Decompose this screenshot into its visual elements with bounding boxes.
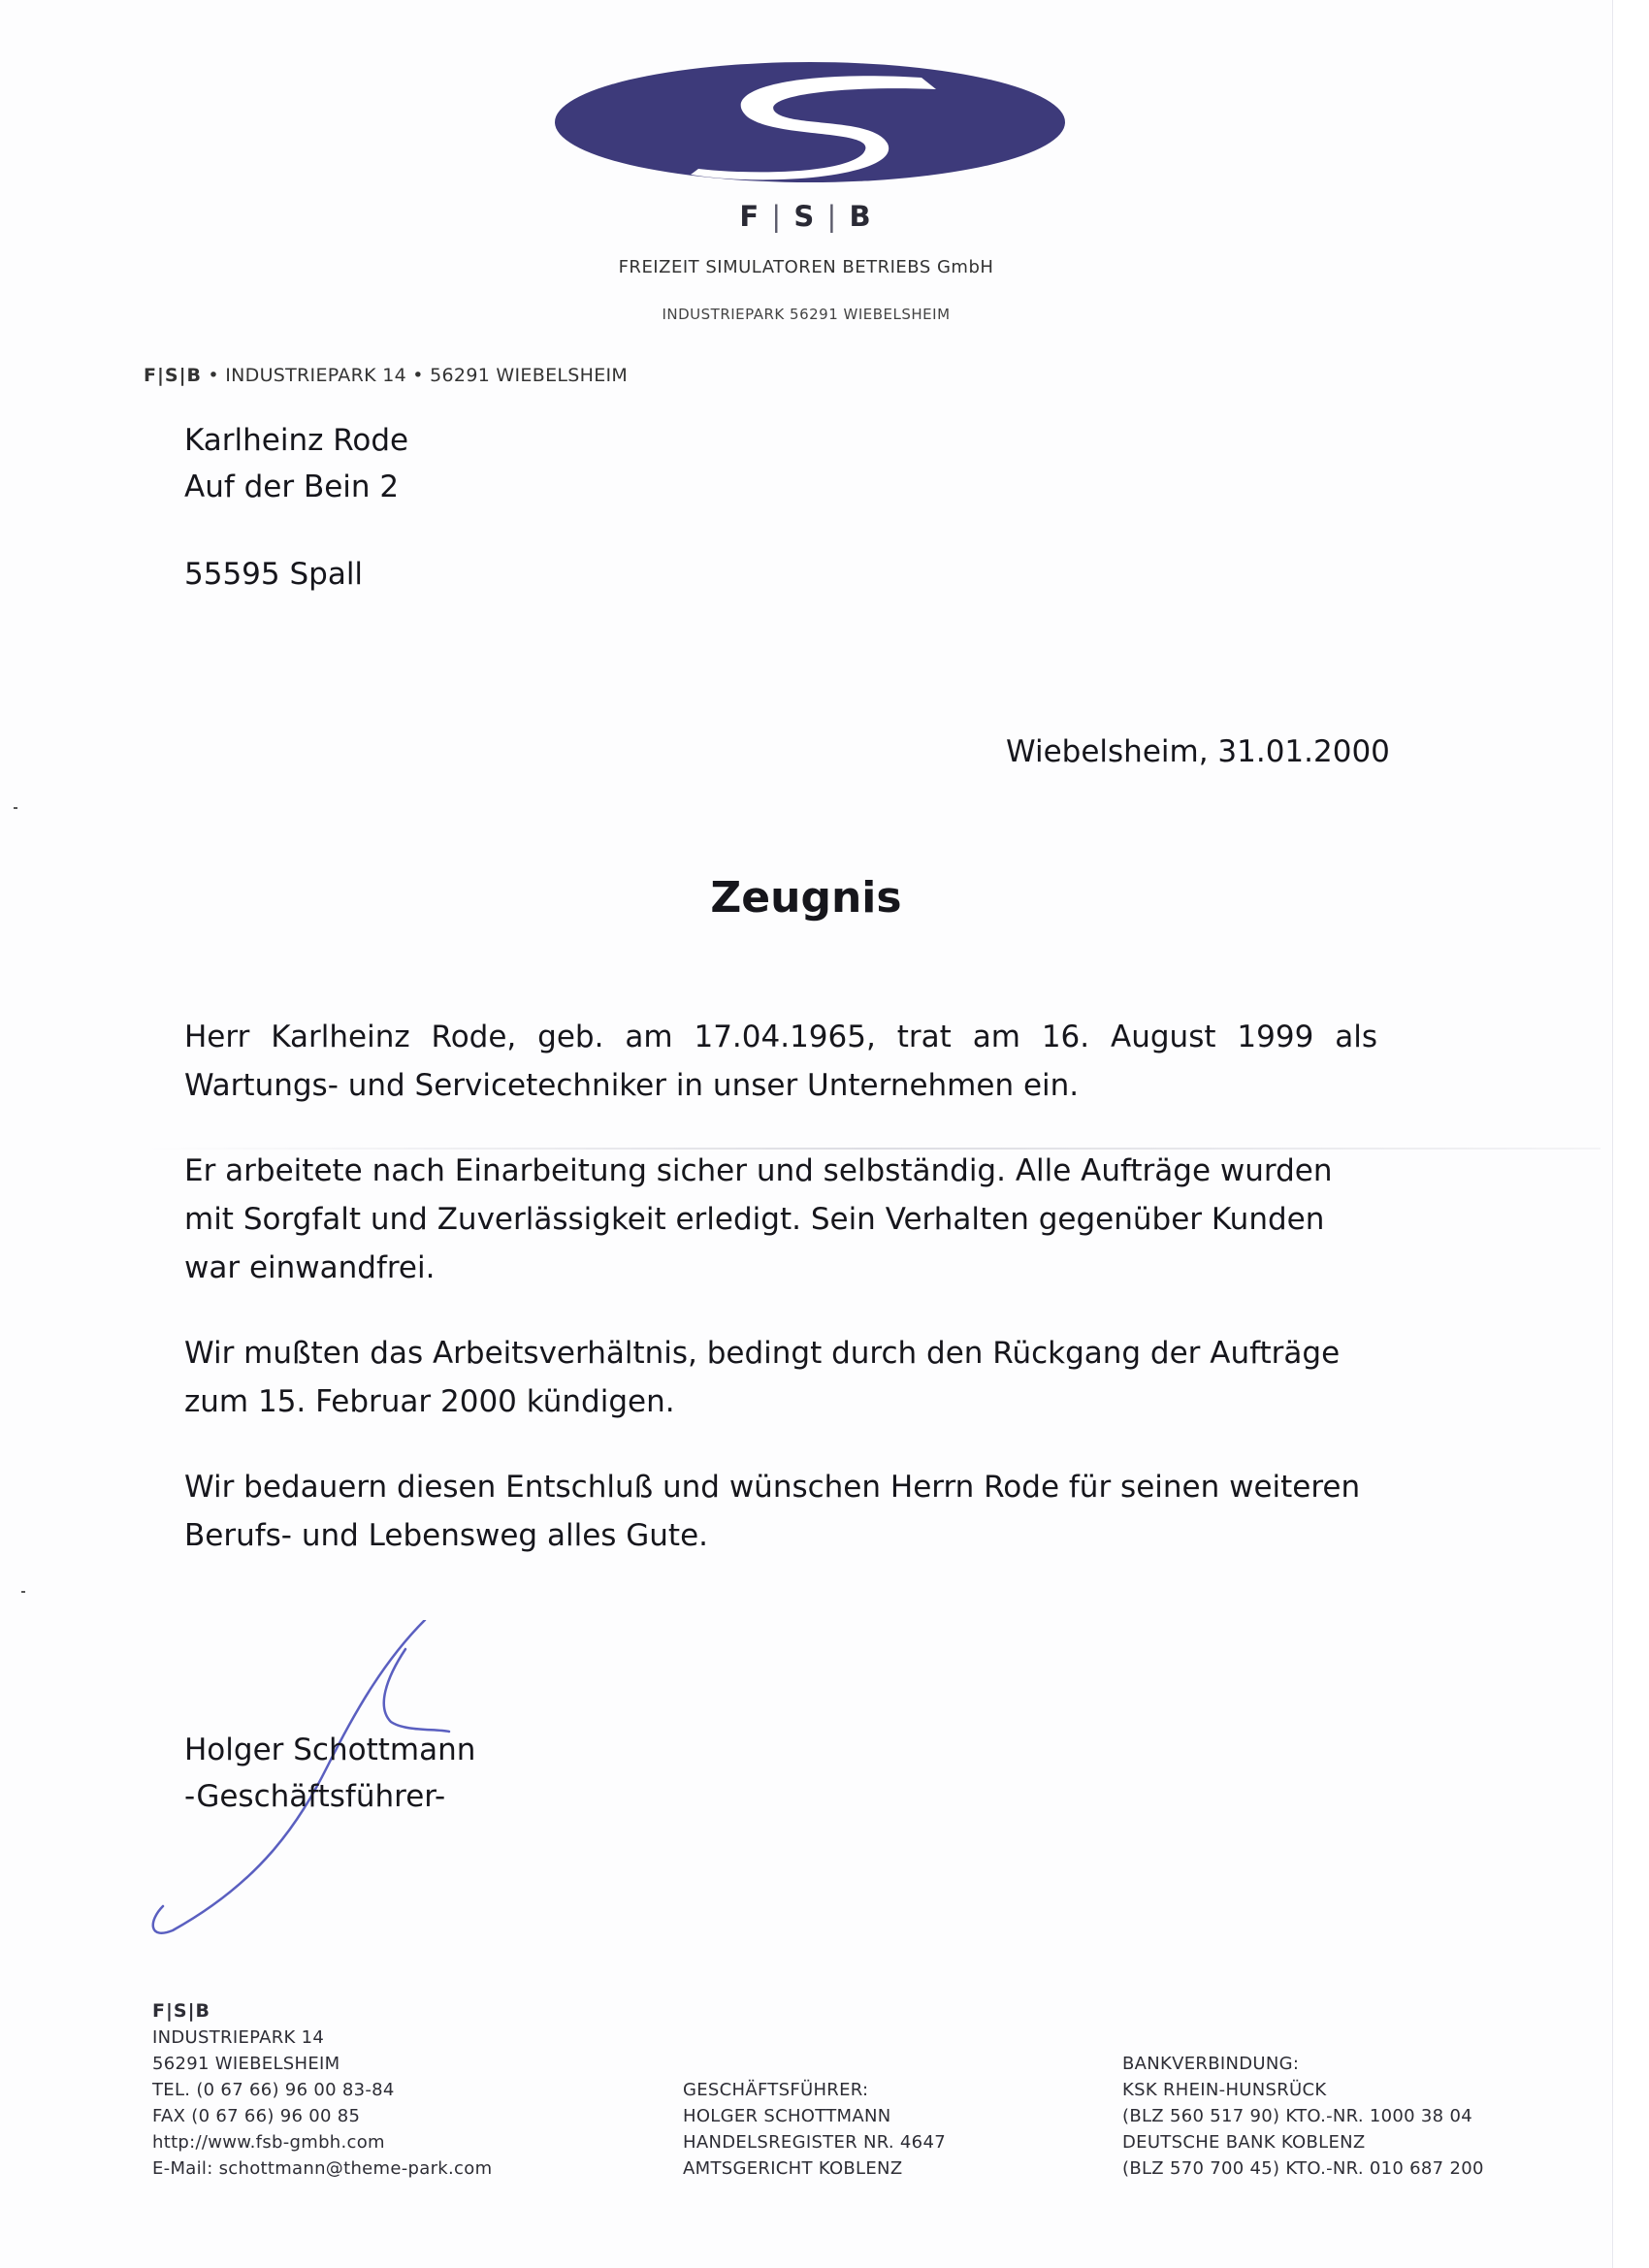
footer-line: FAX (0 67 66) 96 00 85: [152, 2106, 361, 2126]
letter-body: [184, 1013, 1377, 1597]
footer-line: HANDELSREGISTER NR. 4647: [683, 2132, 946, 2153]
recipient-block: [184, 417, 408, 598]
recipient-name: Karlheinz Rode: [184, 423, 409, 458]
footer-line: (BLZ 570 700 45) KTO.-NR. 010 687 200: [1122, 2158, 1484, 2179]
scan-edge: [1612, 0, 1649, 2268]
footer-company-column: [152, 1998, 492, 2182]
footer-line: (BLZ 560 517 90) KTO.-NR. 1000 38 04: [1122, 2106, 1472, 2126]
recipient-city: 55595 Spall: [184, 557, 364, 592]
brand-mark-letter: B: [849, 200, 873, 233]
footer-website: http://www.fsb-gmbh.com: [152, 2132, 385, 2153]
recipient-street: Auf der Bein 2: [184, 470, 400, 504]
footer-line: 56291 WIEBELSHEIM: [152, 2054, 340, 2074]
body-paragraph: Herr Karlheinz Rode, geb. am 17.04.1965, trat am 16. August 1999 als Wartungs- und Servicetechniker in unser Unternehmen ein.: [184, 1020, 1377, 1103]
body-paragraph: Er arbeitete nach Einarbeitung sicher und selbständig. Alle Aufträge wurden mit Sorgfalt und Zuverlässigkeit erledigt. Sein Verhalten gegenüber Kunden war einwandfrei.: [184, 1153, 1333, 1285]
body-paragraph: Wir bedauern diesen Entschluß und wünschen Herrn Rode für seinen weiteren Berufs- und Lebensweg alles Gute.: [184, 1470, 1361, 1553]
return-address: [144, 365, 628, 386]
footer-line: BANKVERBINDUNG:: [1122, 2054, 1300, 2074]
footer-management-column: [683, 2077, 946, 2182]
company-address: INDUSTRIEPARK 56291 WIEBELSHEIM: [662, 306, 951, 323]
footer-line: KSK RHEIN-HUNSRÜCK: [1122, 2080, 1327, 2100]
footer-line: DEUTSCHE BANK KOBLENZ: [1122, 2132, 1366, 2153]
footer-mark: F|S|B: [152, 2000, 211, 2022]
return-address-mark: F|S|B: [144, 365, 203, 386]
company-name: FREIZEIT SIMULATOREN BETRIEBS GmbH: [618, 257, 994, 277]
signer-role: -Geschäftsführer-: [184, 1779, 446, 1814]
footer-line: TEL. (0 67 66) 96 00 83-84: [152, 2080, 395, 2100]
punch-mark: [14, 807, 17, 809]
footer-line: AMTSGERICHT KOBLENZ: [683, 2158, 903, 2179]
return-address-text: • INDUSTRIEPARK 14 • 56291 WIEBELSHEIM: [208, 365, 629, 386]
brand-mark-letter: S: [793, 200, 817, 233]
date-line: Wiebelsheim, 31.01.2000: [1006, 734, 1390, 769]
brand-mark: F | S | B: [739, 200, 873, 233]
body-paragraph: Wir mußten das Arbeitsverhältnis, bedingt durch den Rückgang der Aufträge zum 15. Februar 2000 kündigen.: [184, 1336, 1341, 1419]
footer-email: E-Mail: schottmann@theme-park.com: [152, 2158, 493, 2179]
punch-mark: [21, 1591, 25, 1593]
footer-line: GESCHÄFTSFÜHRER:: [683, 2080, 869, 2100]
fsb-logo-icon: [553, 60, 1067, 184]
footer-line: HOLGER SCHOTTMANN: [683, 2106, 891, 2126]
document-title: Zeugnis: [710, 873, 902, 923]
footer-line: INDUSTRIEPARK 14: [152, 2027, 325, 2048]
footer-bank-column: [1122, 2051, 1484, 2182]
signer-block: [184, 1727, 475, 1820]
signer-name: Holger Schottmann: [184, 1733, 476, 1767]
brand-mark-letter: F: [739, 200, 761, 233]
